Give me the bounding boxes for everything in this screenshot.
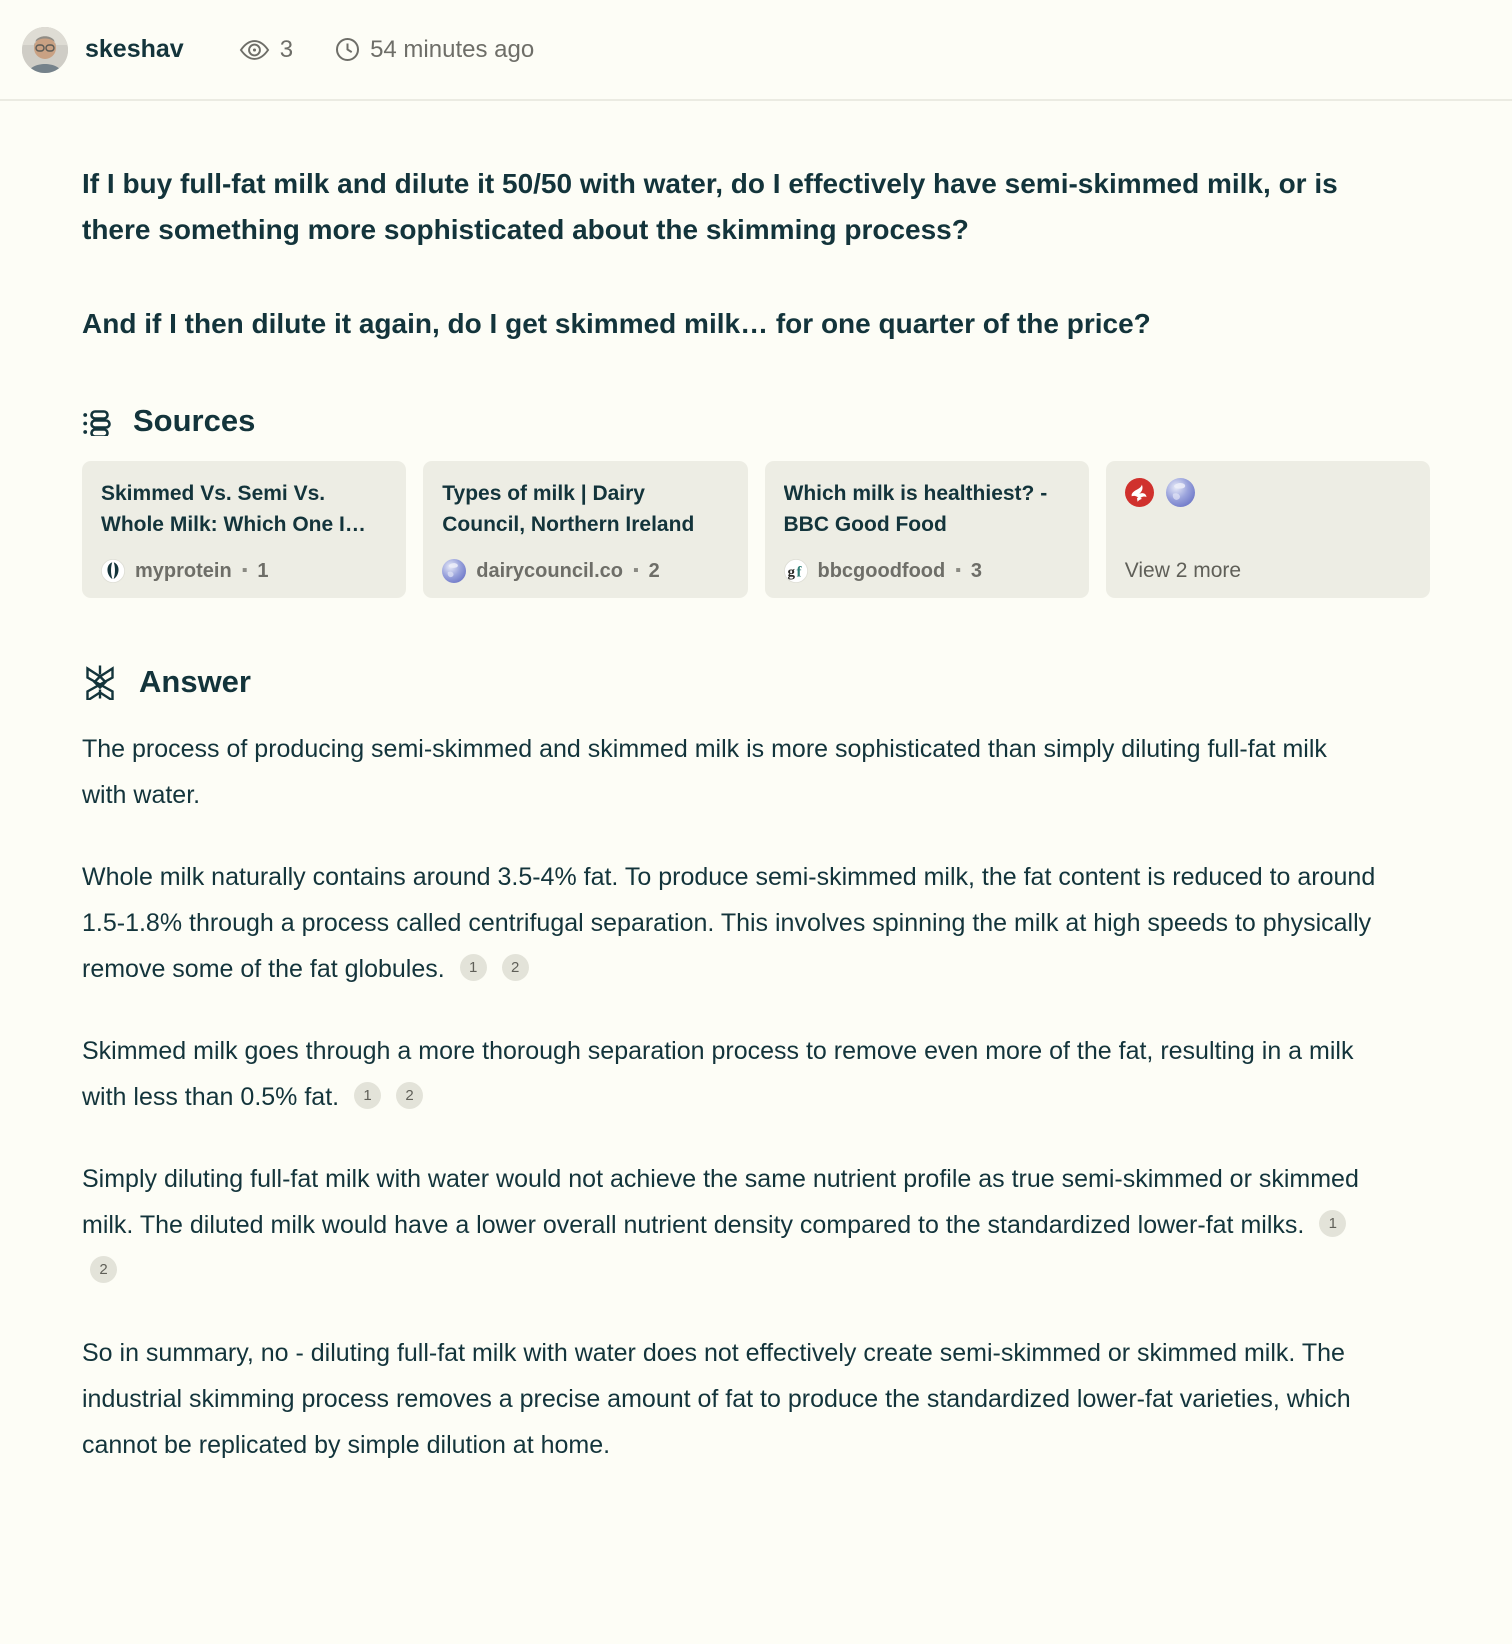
- source-cards: [82, 461, 1430, 598]
- separator-dot: ▪: [241, 562, 248, 579]
- timestamp: [335, 36, 534, 64]
- citation-badge-1[interactable]: 1: [460, 954, 487, 981]
- source-domain: myprotein: [135, 559, 232, 582]
- source-domain: bbcgoodfood: [817, 559, 946, 582]
- more-favicons-row: [1125, 478, 1411, 507]
- answer-paragraph: [82, 854, 1377, 992]
- source-domain: dairycouncil.co: [476, 559, 623, 582]
- separator-dot: ▪: [632, 562, 639, 579]
- citation-badge-2[interactable]: 2: [396, 1082, 423, 1109]
- avatar[interactable]: [22, 27, 68, 73]
- source-title: Which milk is healthiest? - BBC Good Food: [783, 482, 1048, 536]
- thread-header: [0, 0, 1512, 101]
- view-more-label: View 2 more: [1124, 559, 1242, 582]
- answer-paragraph-text: Skimmed milk goes through a more thorough separation process to remove even more of the fat, resulting in a milk with less than 0.5% fat.: [82, 1037, 1354, 1111]
- citation-badge-1[interactable]: 1: [1319, 1210, 1346, 1237]
- sources-list-icon: [82, 406, 112, 436]
- source-domain-row: [442, 559, 728, 583]
- answer-title: Answer: [139, 664, 251, 699]
- answer-header: [82, 664, 1430, 700]
- question-paragraph-1: If I buy full-fat milk and dilute it 50/50 with water, do I effectively have semi-skimmed milk, or is there something more sophisticated about the skimming process?: [82, 168, 1338, 245]
- answer-paragraph: [82, 726, 1377, 818]
- svg-text:f: f: [796, 564, 801, 581]
- answer-paragraph-text: The process of producing semi-skimmed and skimmed milk is more sophisticated than simply diluting full-fat milk with water.: [82, 735, 1327, 809]
- separator-dot: ▪: [955, 562, 961, 579]
- bbc-goodfood-gf-icon: [784, 559, 808, 583]
- globe-icon: [1166, 478, 1195, 507]
- view-count: [239, 36, 293, 64]
- view-more-sources-card[interactable]: [1106, 461, 1430, 598]
- question-paragraph-2: And if I then dilute it again, do I get skimmed milk… for one quarter of the price?: [82, 308, 1151, 339]
- question-block: [82, 161, 1372, 347]
- source-card-myprotein[interactable]: [82, 461, 406, 598]
- source-index: 1: [257, 559, 269, 582]
- source-domain-row: [784, 559, 1070, 583]
- perplexity-logo-icon: [82, 664, 118, 700]
- citation-badge-2[interactable]: 2: [502, 954, 529, 981]
- source-card-dairycouncil[interactable]: [423, 461, 747, 598]
- myprotein-wings-icon: [101, 559, 125, 583]
- answer-body: [82, 726, 1430, 1468]
- answer-paragraph-text: So in summary, no - diluting full-fat milk with water does not effectively create semi-skimmed or skimmed milk. The industrial skimming process removes a precise amount of fat to produce the standardized lower-fat varieties, which cannot be replicated by simple dilution at home.: [82, 1339, 1351, 1459]
- answer-paragraph-text: Simply diluting full-fat milk with water would not achieve the same nutrient profile as true semi-skimmed or skimmed milk. The diluted milk would have a lower overall nutrient density compared to the standardized lower-fat milks.: [82, 1165, 1359, 1239]
- username[interactable]: skeshav: [85, 35, 184, 63]
- citation-badge-2[interactable]: 2: [90, 1256, 117, 1283]
- answer-paragraph: [82, 1156, 1377, 1294]
- citation-badge-1[interactable]: 1: [354, 1082, 381, 1109]
- source-domain-row: [101, 559, 387, 583]
- timestamp-value: 54 minutes ago: [370, 35, 535, 63]
- sources-title: Sources: [133, 403, 256, 438]
- thread-content: [0, 161, 1512, 1468]
- globe-icon: [442, 559, 466, 583]
- source-card-bbcgoodfood[interactable]: [765, 461, 1089, 598]
- answer-paragraph: [82, 1330, 1377, 1468]
- eye-icon: [239, 38, 270, 62]
- independent-eagle-icon: [1125, 478, 1154, 507]
- answer-paragraph-text: Whole milk naturally contains around 3.5-4% fat. To produce semi-skimmed milk, the fat content is reduced to around 1.5-1.8% through a process called centrifugal separation. This involves spinning the milk at high speeds to physically remove some of the fat globules.: [82, 863, 1376, 983]
- sources-header: [82, 403, 1430, 439]
- answer-paragraph: [82, 1028, 1377, 1120]
- source-title: Skimmed Vs. Semi Vs. Whole Milk: Which One I…: [101, 482, 366, 536]
- clock-icon: [335, 37, 360, 62]
- source-title: Types of milk | Dairy Council, Northern Ireland: [442, 482, 695, 536]
- source-index: 3: [970, 559, 983, 582]
- view-count-value: 3: [279, 35, 294, 63]
- source-index: 2: [648, 559, 660, 582]
- svg-text:g: g: [787, 564, 795, 581]
